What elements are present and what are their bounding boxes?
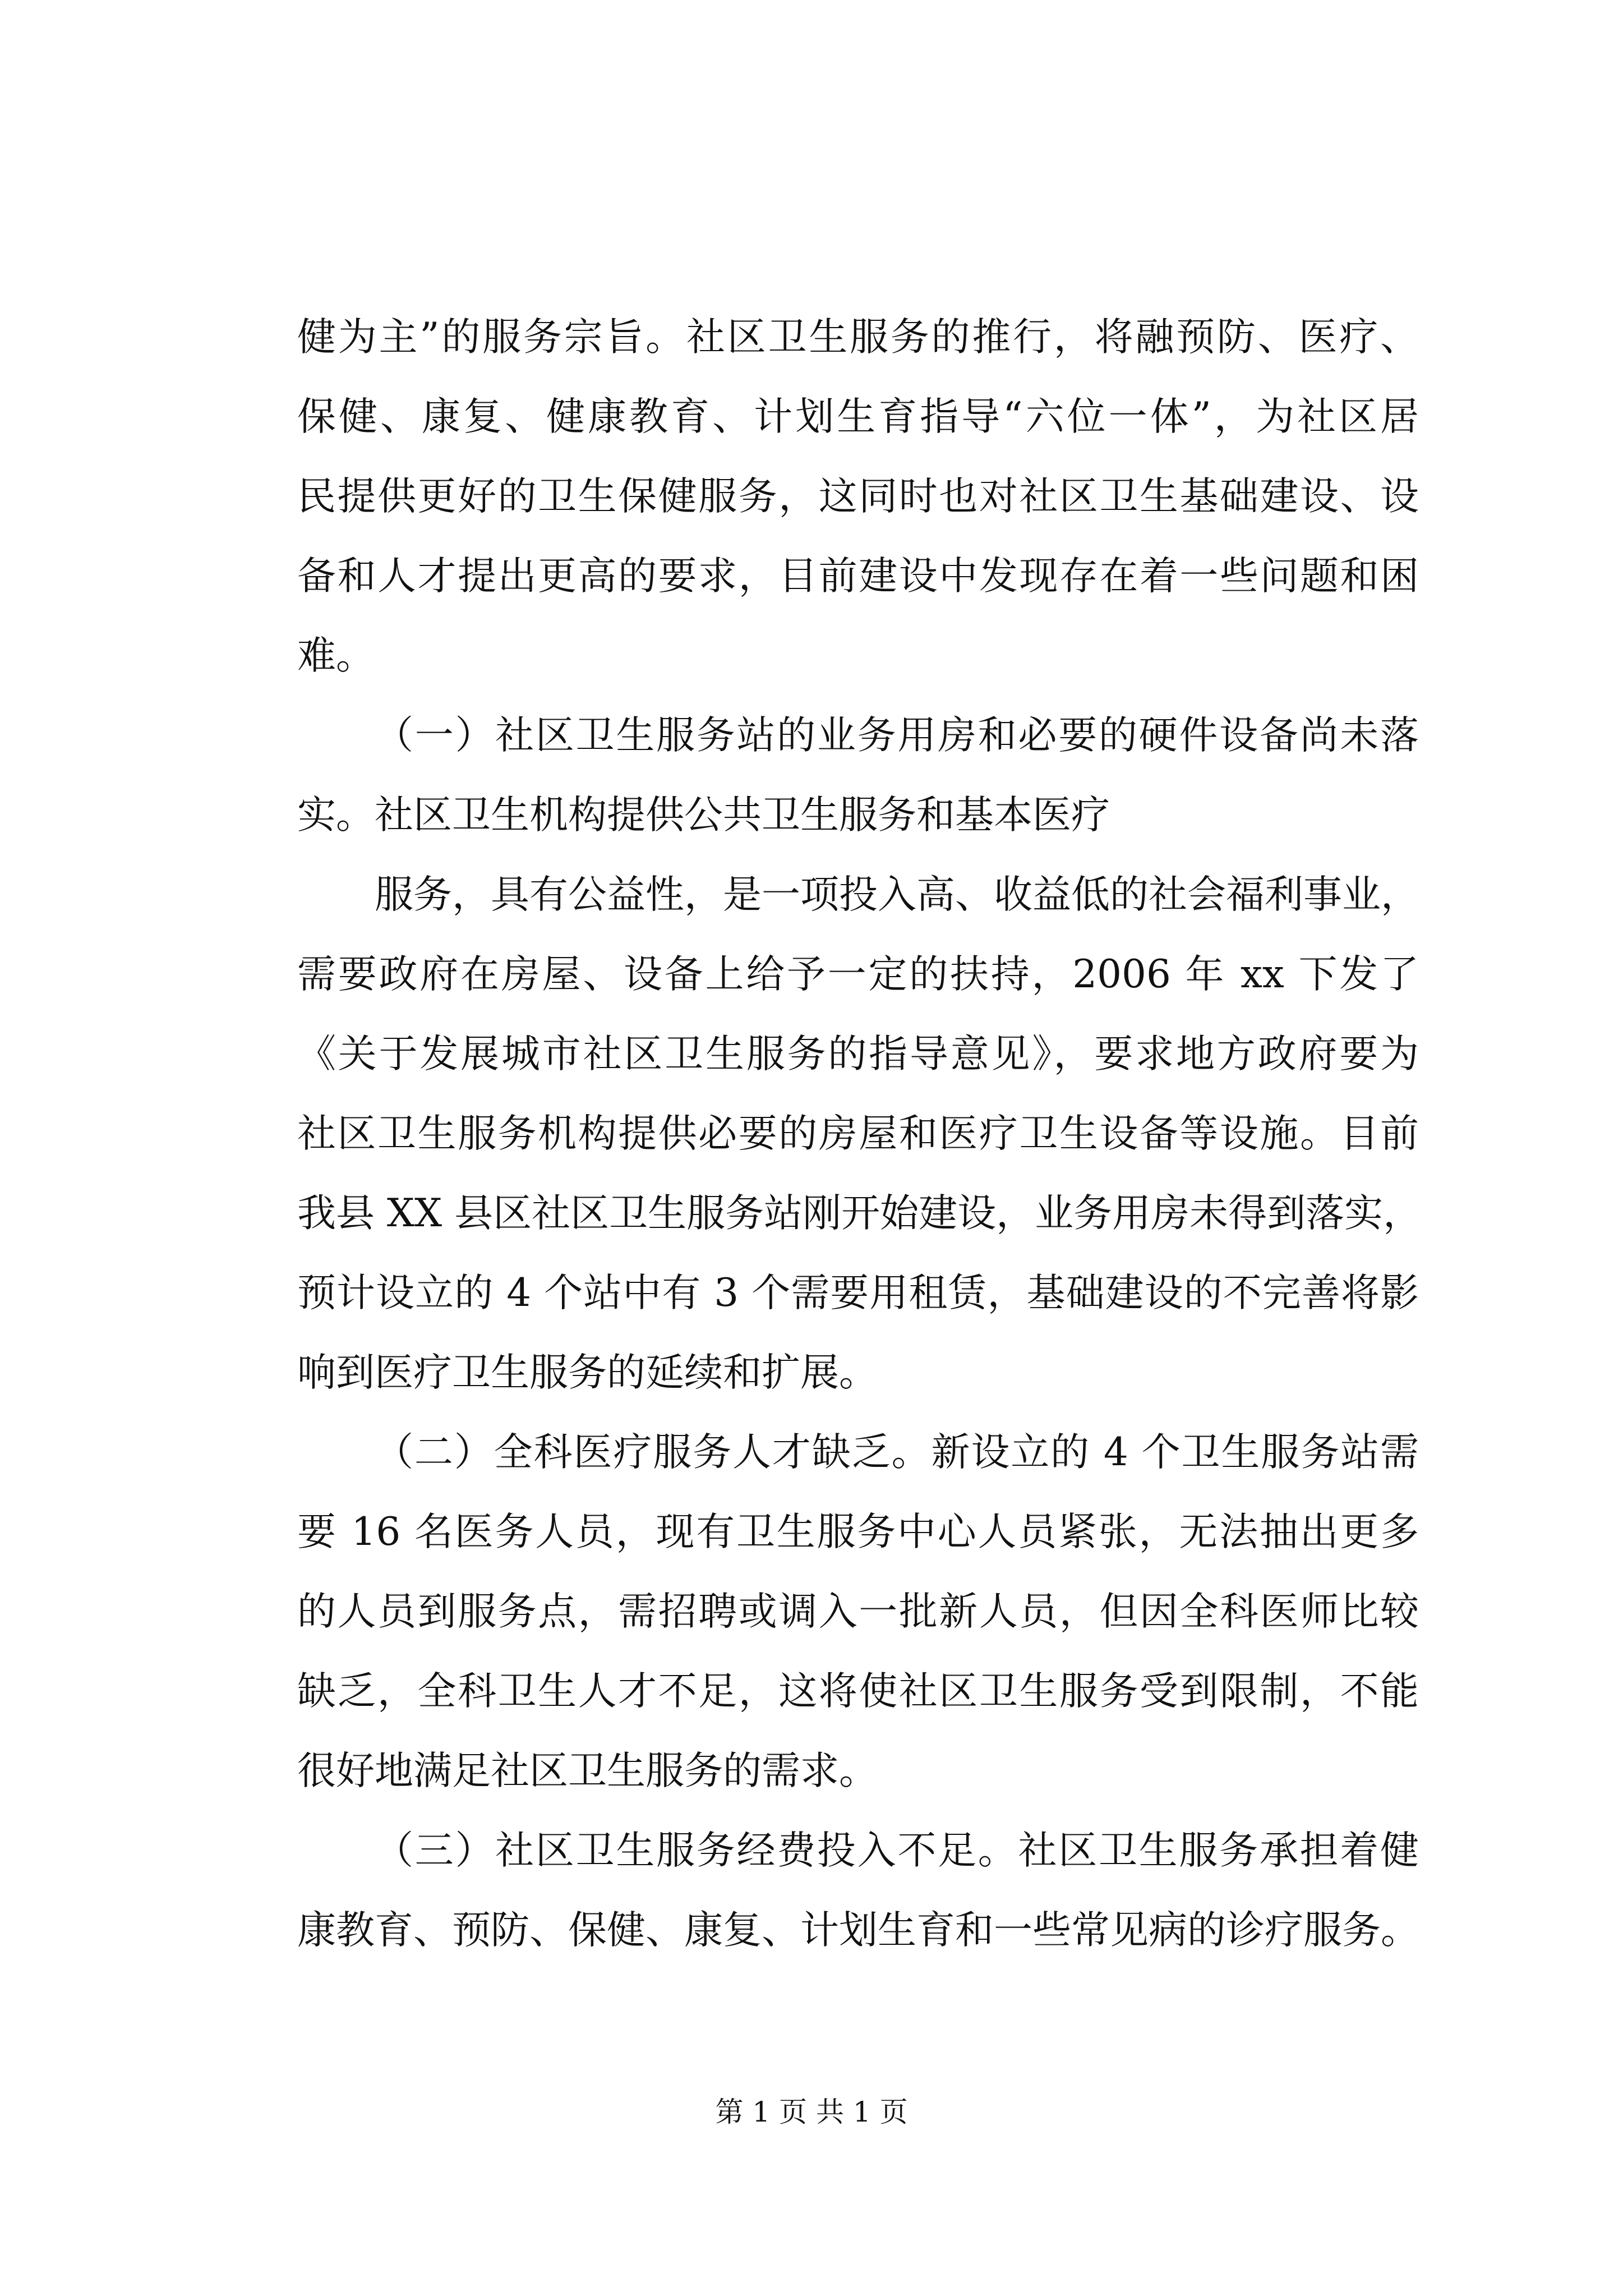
text-line: 保健、康复、健康教育、计划生育指导“六位一体”，为社区居 — [297, 394, 1419, 439]
text-line: （二）全科医疗服务人才缺乏。新设立的 4 个卫生服务站需 — [375, 1430, 1419, 1475]
text-line: 的人员到服务点，需招聘或调入一批新人员，但因全科医师比较 — [297, 1589, 1419, 1634]
document-body — [297, 297, 1422, 1970]
text-line: 服务，具有公益性，是一项投入高、收益低的社会福利事业， — [375, 872, 1419, 917]
text-line: 康教育、预防、保健、康复、计划生育和一些常见病的诊疗服务。 — [297, 1908, 1419, 1953]
text-line: 我县 XX 县区社区卫生服务站刚开始建设，业务用房未得到落实， — [297, 1191, 1422, 1236]
text-line: 响到医疗卫生服务的延续和扩展。 — [297, 1350, 878, 1395]
text-line: 要 16 名医务人员，现有卫生服务中心人员紧张，无法抽出更多 — [297, 1510, 1419, 1554]
text-line: （三）社区卫生服务经费投入不足。社区卫生服务承担着健 — [375, 1828, 1419, 1873]
text-line: 社区卫生服务机构提供必要的房屋和医疗卫生设备等设施。目前 — [297, 1111, 1419, 1156]
text-line: 预计设立的 4 个站中有 3 个需要用租赁，基础建设的不完善将影 — [297, 1271, 1419, 1315]
page-footer: 第 1 页 共 1 页 — [715, 2096, 908, 2128]
text-line: 《关于发展城市社区卫生服务的指导意见》，要求地方政府要为 — [297, 1032, 1419, 1076]
text-line: 备和人才提出更高的要求，目前建设中发现存在着一些问题和困 — [297, 554, 1419, 599]
text-line: 实。社区卫生机构提供公共卫生服务和基本医疗 — [297, 793, 1110, 838]
text-line: （一）社区卫生服务站的业务用房和必要的硬件设备尚未落 — [375, 713, 1419, 758]
text-line: 健为主”的服务宗旨。社区卫生服务的推行，将融预防、医疗、 — [297, 315, 1419, 360]
text-line: 很好地满足社区卫生服务的需求。 — [297, 1749, 878, 1793]
text-line: 难。 — [297, 633, 375, 678]
text-line: 缺乏，全科卫生人才不足，这将使社区卫生服务受到限制，不能 — [297, 1669, 1419, 1714]
text-line: 民提供更好的卫生保健服务，这同时也对社区卫生基础建设、设 — [297, 474, 1419, 519]
text-line: 需要政府在房屋、设备上给予一定的扶持，2006 年 xx 下发了 — [297, 952, 1419, 997]
